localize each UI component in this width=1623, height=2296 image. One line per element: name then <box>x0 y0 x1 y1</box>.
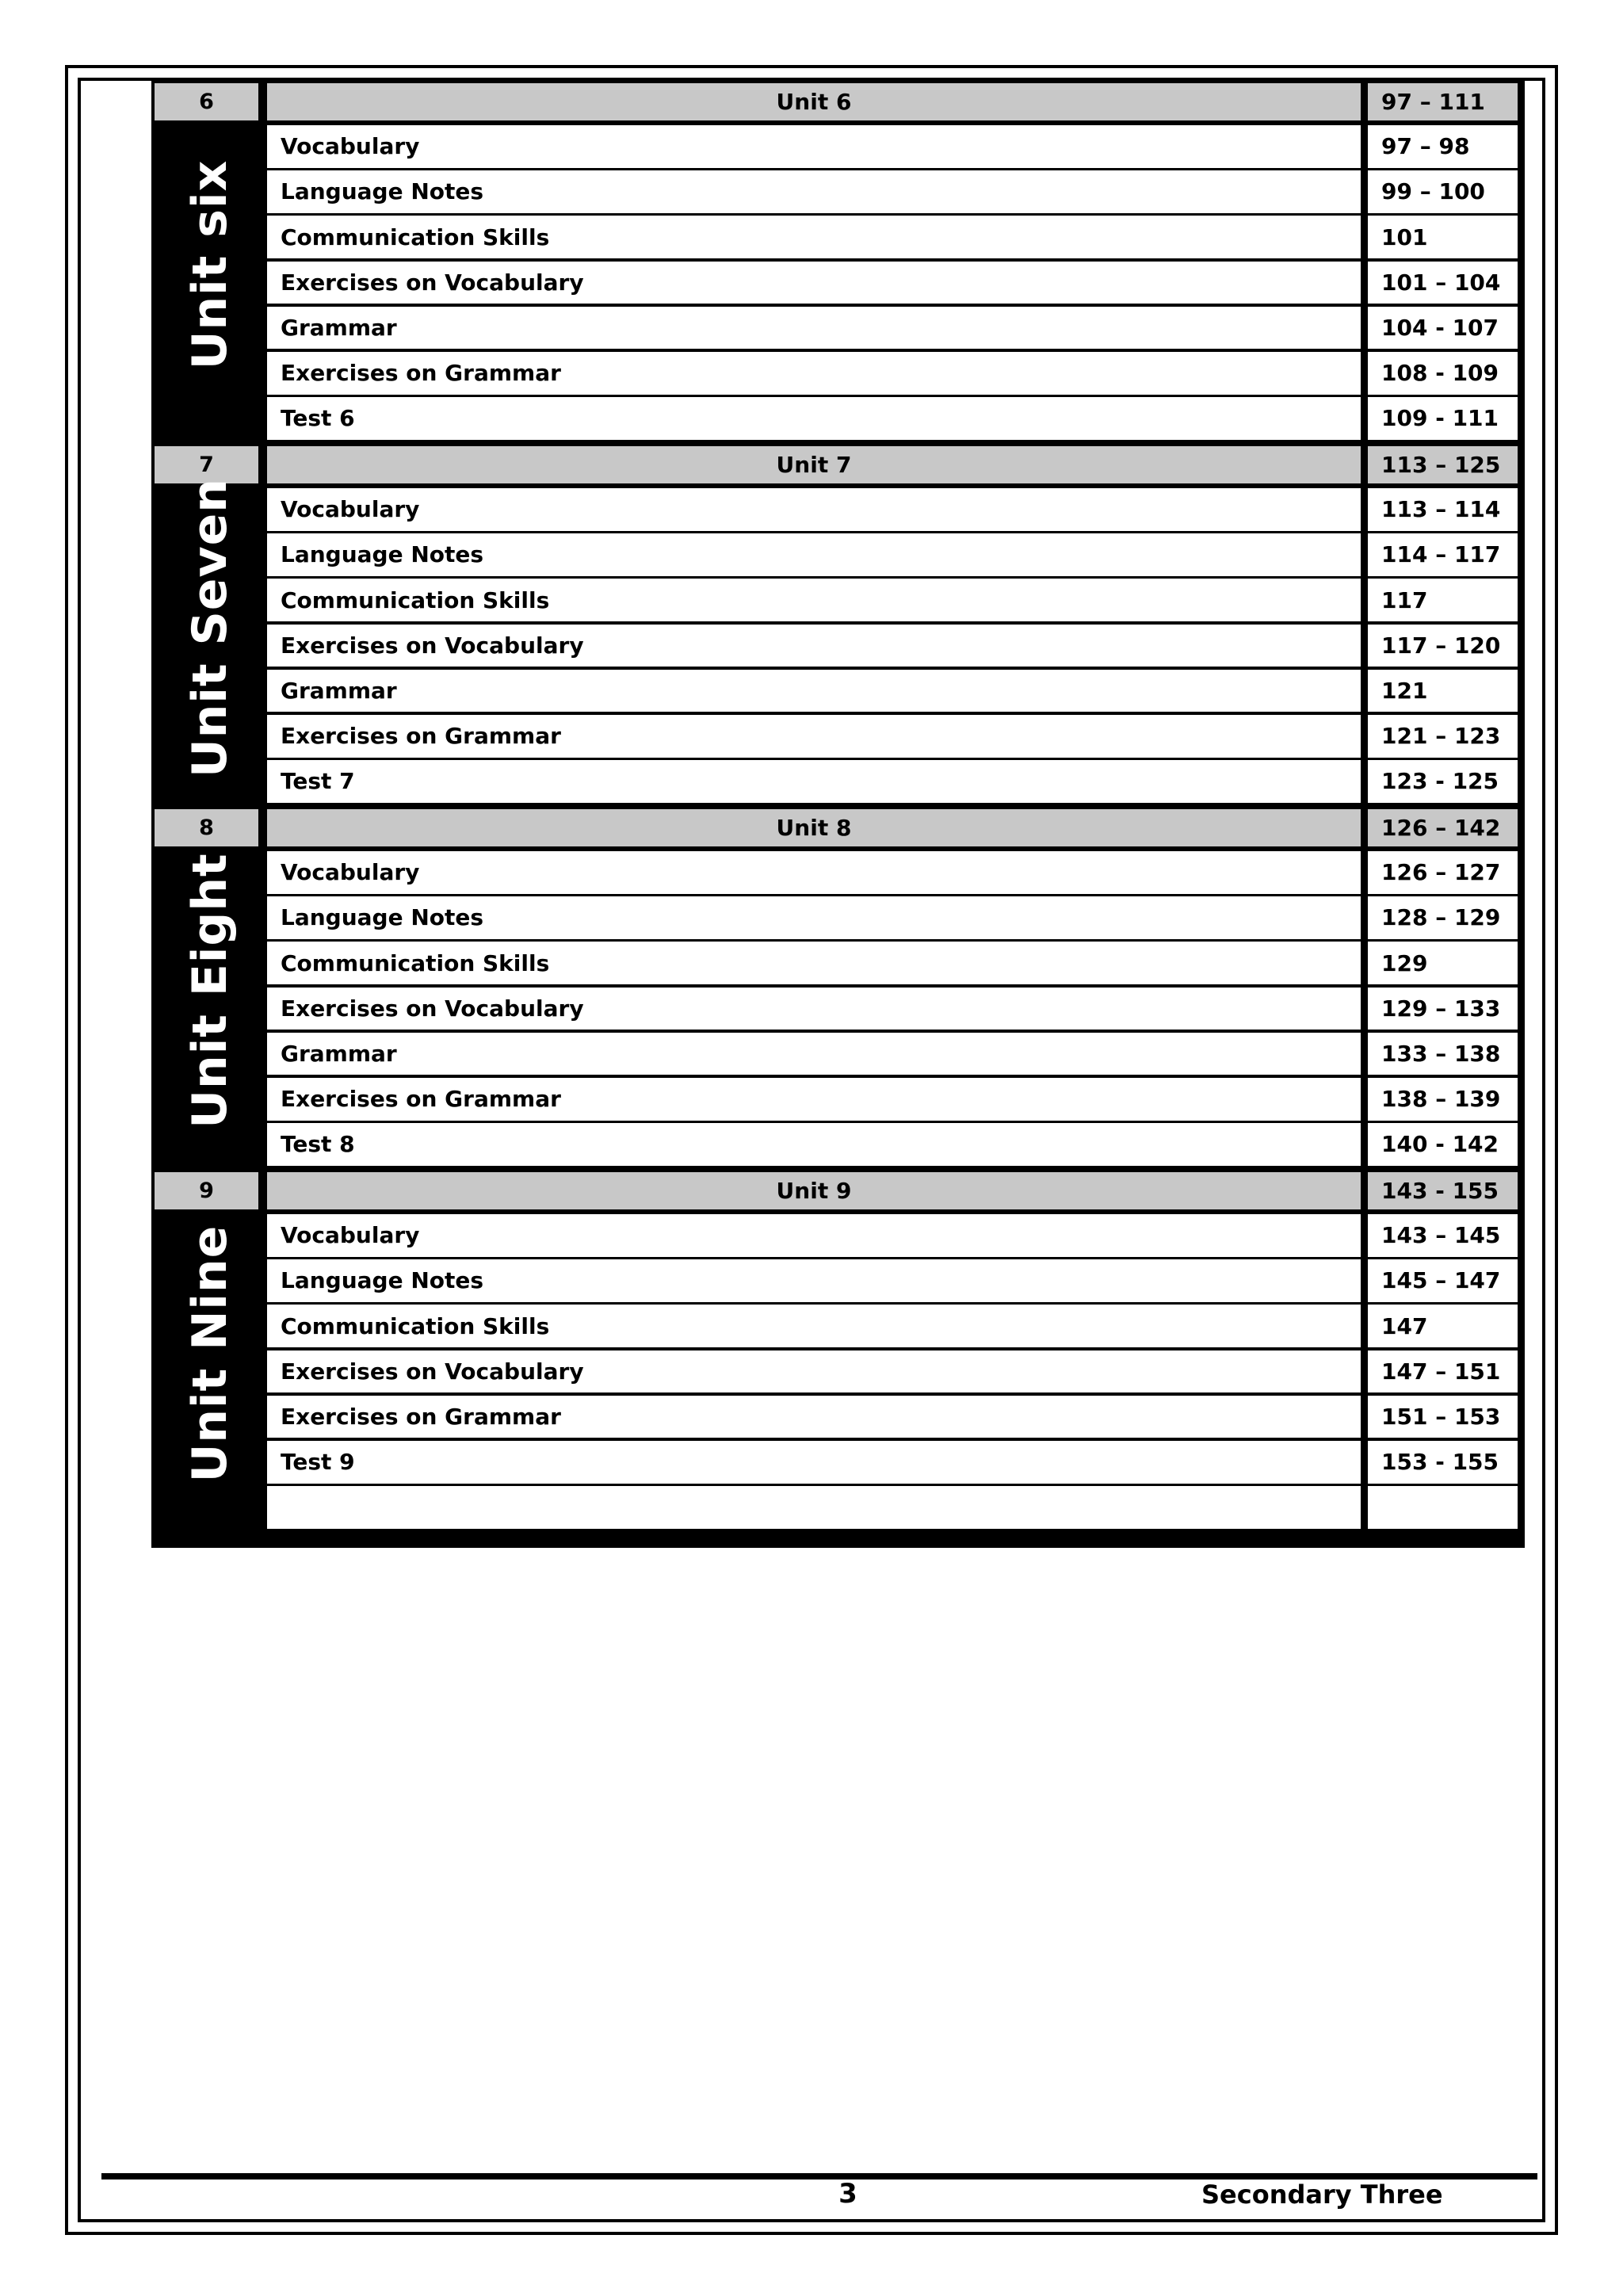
unit-page-range: 97 – 111 <box>1368 83 1518 120</box>
toc-entry-pages: 126 – 127 <box>1368 851 1518 894</box>
toc-entry-pages <box>1368 1486 1518 1529</box>
toc-entry-pages: 147 <box>1368 1305 1518 1347</box>
toc-entry-pages: 104 - 107 <box>1368 307 1518 350</box>
toc-entry-pages: 117 <box>1368 579 1518 621</box>
toc-entry-title <box>267 1486 1361 1529</box>
unit-page-range: 143 - 155 <box>1368 1172 1518 1209</box>
toc-entry-title: Exercises on Grammar <box>267 1078 1361 1121</box>
toc-entry-title: Exercises on Grammar <box>267 715 1361 758</box>
unit-side-label: Unit Seven <box>181 477 238 777</box>
unit-heading: Unit 8 <box>267 809 1361 846</box>
toc-entry-title: Test 9 <box>267 1441 1361 1484</box>
unit-page-range: 126 – 142 <box>1368 809 1518 846</box>
unit-number: 7 <box>155 446 258 483</box>
toc-entry-title: Communication Skills <box>267 942 1361 984</box>
toc-entry-pages: 140 - 142 <box>1368 1123 1518 1166</box>
toc-entry-title: Communication Skills <box>267 1305 1361 1347</box>
toc-entry-pages: 108 - 109 <box>1368 352 1518 395</box>
toc-entry-title: Vocabulary <box>267 1214 1361 1257</box>
toc-entry-pages: 109 - 111 <box>1368 397 1518 440</box>
toc-entry-title: Vocabulary <box>267 488 1361 531</box>
toc-entry-title: Exercises on Vocabulary <box>267 625 1361 667</box>
toc-entry-pages: 138 – 139 <box>1368 1078 1518 1121</box>
unit-heading: Unit 9 <box>267 1172 1361 1209</box>
toc-entry-title: Test 8 <box>267 1123 1361 1166</box>
unit-number: 6 <box>155 83 258 120</box>
toc-entry-pages: 101 <box>1368 216 1518 258</box>
toc-entry-pages: 147 – 151 <box>1368 1350 1518 1393</box>
toc-entry-title: Exercises on Vocabulary <box>267 988 1361 1030</box>
toc-entry-title: Language Notes <box>267 170 1361 213</box>
toc-entry-pages: 151 – 153 <box>1368 1396 1518 1438</box>
toc-entry-title: Language Notes <box>267 896 1361 939</box>
toc-entry-pages: 145 – 147 <box>1368 1259 1518 1302</box>
toc-entry-title: Test 6 <box>267 397 1361 440</box>
toc-entry-pages: 117 – 120 <box>1368 625 1518 667</box>
toc-entry-title: Communication Skills <box>267 579 1361 621</box>
unit-side-label: Unit six <box>181 159 238 369</box>
toc-entry-title: Communication Skills <box>267 216 1361 258</box>
unit-page-range: 113 – 125 <box>1368 446 1518 483</box>
toc-entry-pages: 114 – 117 <box>1368 533 1518 576</box>
unit-number: 9 <box>155 1172 258 1209</box>
toc-entry-pages: 128 – 129 <box>1368 896 1518 939</box>
toc-entry-title: Grammar <box>267 670 1361 712</box>
toc-entry-pages: 121 <box>1368 670 1518 712</box>
toc-entry-pages: 121 – 123 <box>1368 715 1518 758</box>
toc-entry-pages: 133 – 138 <box>1368 1033 1518 1075</box>
unit-number: 8 <box>155 809 258 846</box>
book-title: Secondary Three <box>1201 2179 1443 2210</box>
toc-entry-title: Vocabulary <box>267 851 1361 894</box>
unit-heading: Unit 6 <box>267 83 1361 120</box>
toc-entry-pages: 153 - 155 <box>1368 1441 1518 1484</box>
toc-entry-pages: 129 – 133 <box>1368 988 1518 1030</box>
toc-entry-pages: 113 – 114 <box>1368 488 1518 531</box>
toc-entry-title: Language Notes <box>267 1259 1361 1302</box>
toc-entry-title: Language Notes <box>267 533 1361 576</box>
toc-entry-title: Exercises on Grammar <box>267 1396 1361 1438</box>
toc-entry-pages: 97 – 98 <box>1368 125 1518 168</box>
toc-entry-title: Exercises on Grammar <box>267 352 1361 395</box>
toc-entry-title: Exercises on Vocabulary <box>267 262 1361 304</box>
unit-heading: Unit 7 <box>267 446 1361 483</box>
toc-entry-pages: 99 – 100 <box>1368 170 1518 213</box>
toc-entry-pages: 143 – 145 <box>1368 1214 1518 1257</box>
toc-entry-title: Grammar <box>267 1033 1361 1075</box>
toc-entry-pages: 129 <box>1368 942 1518 984</box>
toc-entry-pages: 101 – 104 <box>1368 262 1518 304</box>
toc-entry-title: Exercises on Vocabulary <box>267 1350 1361 1393</box>
unit-side-label: Unit Eight <box>181 852 238 1129</box>
toc-entry-title: Vocabulary <box>267 125 1361 168</box>
page-number: 3 <box>838 2178 857 2210</box>
contents-table <box>151 80 1525 1548</box>
unit-side-label: Unit Nine <box>181 1224 238 1482</box>
toc-entry-title: Test 7 <box>267 760 1361 803</box>
toc-entry-title: Grammar <box>267 307 1361 350</box>
toc-entry-pages: 123 - 125 <box>1368 760 1518 803</box>
footer-rule <box>101 2173 1537 2179</box>
